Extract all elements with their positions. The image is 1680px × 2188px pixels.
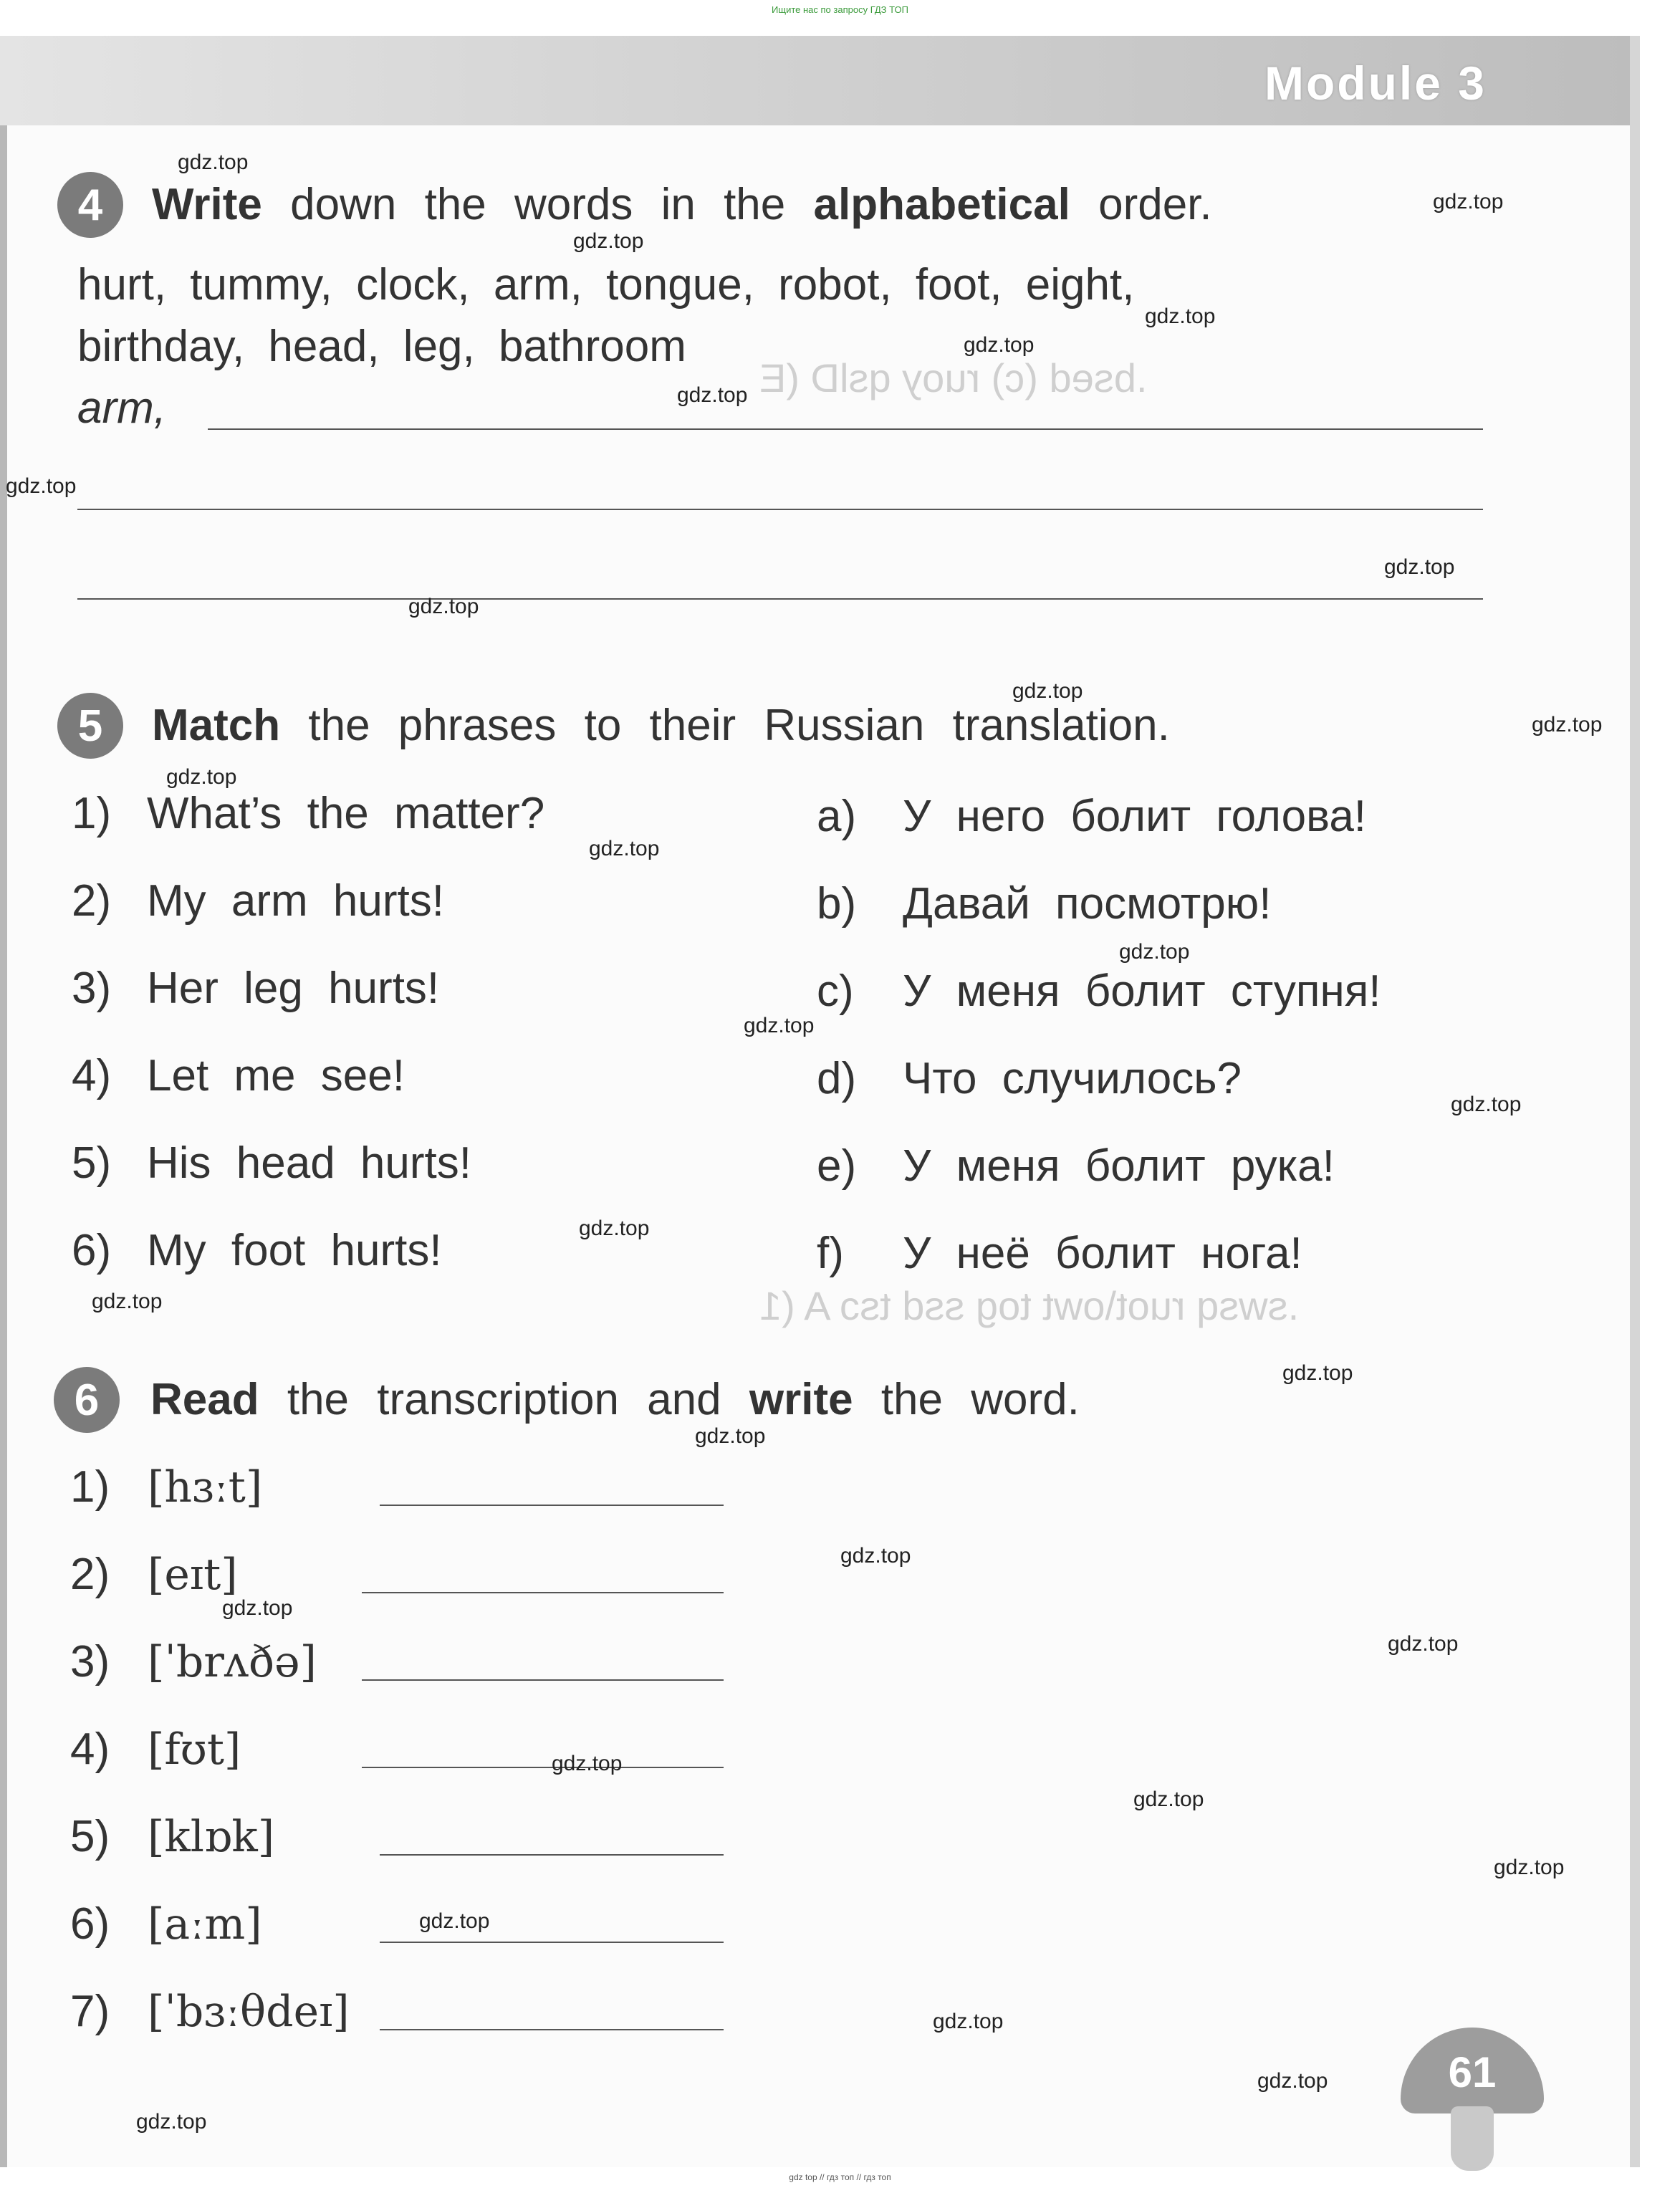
ex5-phrase-1: 1) What’s the matter?: [72, 789, 545, 838]
ex4-answer-start: arm,: [77, 383, 166, 433]
ex6-transcription-4: 4) [fʊt]: [70, 1724, 241, 1775]
ex5-translation-e: e) У меня болит рука!: [817, 1141, 1335, 1191]
watermark: gdz.top: [933, 2010, 1004, 2033]
ex4-answer-line-2[interactable]: [77, 509, 1483, 510]
ex4-word-list-line-2: birthday, head, leg, bathroom: [77, 322, 686, 371]
watermark: gdz.top: [1145, 304, 1216, 328]
ex5-translation-b: b) Давай посмотрю!: [817, 879, 1272, 929]
watermark: gdz.top: [840, 1544, 911, 1568]
ex4-title-end: order.: [1098, 180, 1212, 229]
page-number-mushroom: [1401, 2028, 1544, 2178]
ex4-title-mid: down the words in the: [290, 180, 786, 229]
bleed-through-text: .bsed (c) ruoy qslD (E: [759, 355, 1148, 400]
watermark: gdz.top: [1119, 940, 1190, 964]
ex5-translation-a: a) У него болит голова!: [817, 792, 1367, 841]
watermark: gdz.top: [1388, 1632, 1459, 1656]
ex5-title-rest: the phrases to their Russian translation.: [308, 701, 1170, 750]
page-edge: [0, 36, 7, 2167]
mushroom-stem: [1451, 2106, 1494, 2171]
watermark: gdz.top: [1384, 555, 1455, 579]
ex5-title-bold-match: Match: [152, 701, 281, 750]
ex6-title-end: the word.: [880, 1375, 1080, 1424]
top-note: Ищите нас по запросу ГДЗ ТОП: [772, 4, 908, 15]
ex5-phrase-2: 2) My arm hurts!: [72, 876, 444, 926]
ex6-answer-line-6[interactable]: [380, 1942, 724, 1943]
ex6-answer-line-2[interactable]: [362, 1592, 724, 1593]
watermark: gdz.top: [222, 1596, 293, 1620]
exercise-5-number: 5: [57, 693, 123, 759]
watermark: gdz.top: [1433, 190, 1504, 213]
ex5-translation-d: d) Что случилось?: [817, 1054, 1242, 1103]
exercise-6-title: [150, 1374, 1080, 1425]
watermark: gdz.top: [1133, 1788, 1204, 1811]
ex4-answer-line-3[interactable]: [77, 598, 1483, 600]
ex6-title-bold-write: write: [749, 1375, 853, 1424]
watermark: gdz.top: [589, 837, 660, 860]
ex4-title-bold-alphabetical: alphabetical: [813, 180, 1070, 229]
ex4-word-list-line-1: hurt, tummy, clock, arm, tongue, robot, foot, eight,: [77, 260, 1135, 310]
ex6-answer-line-7[interactable]: [380, 2029, 724, 2030]
watermark: gdz.top: [166, 765, 237, 789]
ex6-answer-line-4[interactable]: [362, 1767, 724, 1768]
module-title: Module 3: [1264, 57, 1487, 110]
watermark: gdz.top: [677, 383, 748, 407]
ex5-phrase-4: 4) Let me see!: [72, 1051, 405, 1100]
page-number: 61: [1448, 2048, 1497, 2096]
watermark: gdz.top: [695, 1424, 766, 1448]
bleed-through-text: .swsq ruot\owt tog ssd tsɔ A (1: [759, 1283, 1300, 1328]
exercise-4-number: 4: [57, 172, 123, 238]
watermark: gdz.top: [6, 474, 77, 498]
watermark: gdz.top: [552, 1752, 623, 1775]
ex6-title-mid: the transcription and: [287, 1375, 721, 1424]
watermark: gdz.top: [419, 1909, 490, 1933]
watermark: gdz.top: [1012, 679, 1083, 703]
ex6-transcription-6: 6) [aːm]: [70, 1899, 262, 1949]
watermark: gdz.top: [178, 150, 249, 174]
ex5-phrase-3: 3) Her leg hurts!: [72, 964, 440, 1013]
header-band: [0, 36, 1630, 125]
ex6-transcription-5: 5) [klɒk]: [70, 1812, 275, 1862]
workbook-page: [0, 36, 1640, 2167]
bottom-note: gdz top // гдз топ // гдз топ: [789, 2172, 891, 2182]
ex6-answer-line-1[interactable]: [380, 1505, 724, 1506]
watermark: gdz.top: [1282, 1361, 1353, 1385]
watermark: gdz.top: [92, 1290, 163, 1313]
ex5-phrase-6: 6) My foot hurts!: [72, 1226, 442, 1275]
ex6-transcription-3: 3) [ˈbrʌðə]: [70, 1637, 317, 1687]
watermark: gdz.top: [744, 1014, 815, 1037]
ex6-transcription-7: 7) [ˈbɜːθdeɪ]: [70, 1987, 350, 2037]
exercise-4-title: [152, 179, 1212, 230]
watermark: gdz.top: [1532, 713, 1603, 736]
ex6-title-bold-read: Read: [150, 1375, 259, 1424]
watermark: gdz.top: [964, 333, 1035, 357]
ex6-answer-line-3[interactable]: [362, 1679, 724, 1681]
exercise-6-number: 6: [54, 1367, 120, 1433]
ex5-translation-c: c) У меня болит ступня!: [817, 966, 1381, 1016]
ex4-answer-line-1[interactable]: [208, 428, 1483, 430]
ex6-answer-line-5[interactable]: [380, 1854, 724, 1856]
ex5-translation-f: f) У неё болит нога!: [817, 1229, 1302, 1278]
ex6-transcription-1: 1) [hɜːt]: [70, 1462, 263, 1512]
watermark: gdz.top: [408, 595, 479, 618]
ex5-phrase-5: 5) His head hurts!: [72, 1138, 471, 1188]
ex6-transcription-2: 2) [eɪt]: [70, 1550, 238, 1600]
exercise-5-title: [152, 700, 1170, 751]
watermark: gdz.top: [1494, 1856, 1565, 1879]
ex4-title-bold-write: Write: [152, 180, 262, 229]
watermark: gdz.top: [573, 229, 644, 253]
watermark: gdz.top: [579, 1217, 650, 1240]
watermark: gdz.top: [1257, 2069, 1328, 2093]
watermark: gdz.top: [1451, 1093, 1522, 1116]
watermark: gdz.top: [136, 2110, 207, 2134]
